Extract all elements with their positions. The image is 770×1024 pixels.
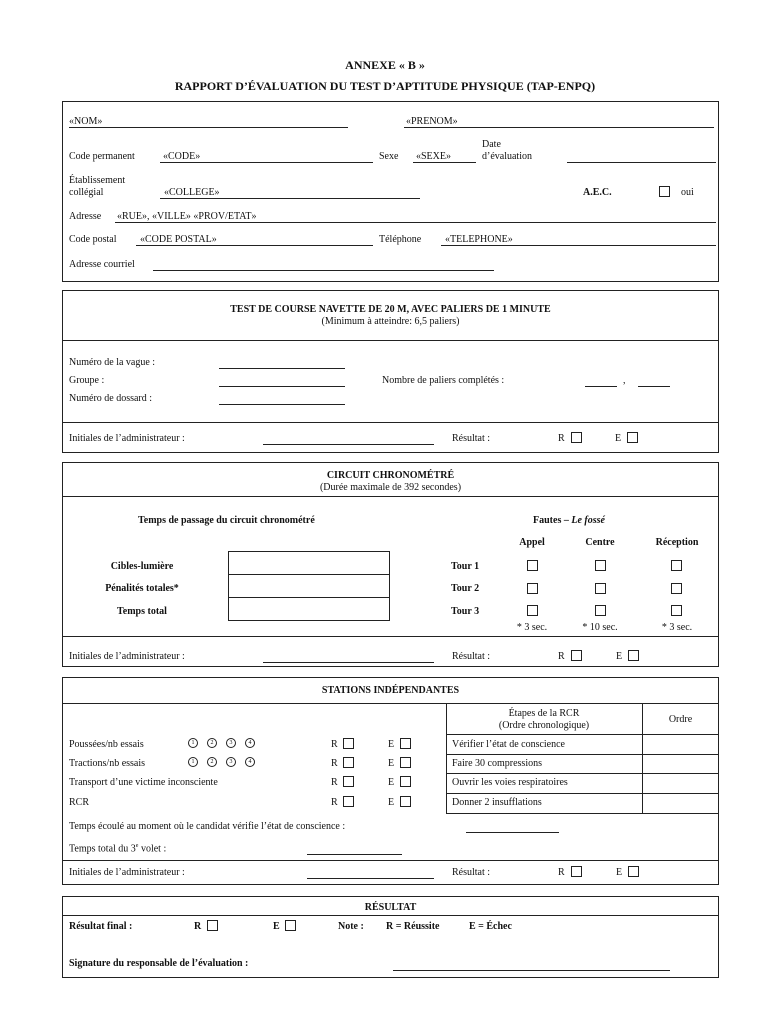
resultat-divider [62, 915, 719, 916]
attempt-1-icon[interactable]: 1 [188, 738, 198, 748]
poussees-r-checkbox[interactable] [343, 738, 354, 749]
stations-e-label: E [616, 867, 623, 878]
rcr-step-1: Vérifier l’état de conscience [452, 739, 565, 750]
vague-field[interactable] [219, 357, 345, 369]
prenom-field[interactable]: «PRENOM» [406, 116, 458, 127]
resultat-final-label: Résultat final : [69, 921, 133, 932]
paliers-field-1[interactable] [585, 375, 617, 387]
col-reception: Réception [655, 537, 699, 548]
poussees-e-label: E [388, 739, 395, 750]
courriel-field[interactable] [153, 258, 494, 271]
tractions-e-checkbox[interactable] [400, 757, 411, 768]
sexe-field[interactable]: «SEXE» [416, 151, 451, 162]
stations-resultat-label: Résultat : [452, 867, 491, 878]
circuit-e-label: E [616, 651, 623, 662]
navette-title: TEST DE COURSE NAVETTE DE 20 M, AVEC PALIERS DE 1 MINUTE [230, 304, 551, 315]
attempt-4-icon[interactable]: 4 [245, 738, 255, 748]
circuit-resultat-label: Résultat : [452, 651, 491, 662]
code-postal-line [136, 233, 373, 246]
navette-e-checkbox[interactable] [627, 432, 638, 443]
college-line [160, 186, 420, 199]
navette-r-checkbox[interactable] [571, 432, 582, 443]
annex-title: ANNEXE « B » [345, 58, 425, 72]
fautes-label: Fautes – [533, 515, 569, 526]
circuit-title: CIRCUIT CHRONOMÉTRÉ [326, 470, 455, 481]
etapes-sublabel: (Ordre chronologique) [498, 720, 590, 731]
circuit-subtitle: (Durée maximale de 392 secondes) [319, 482, 462, 493]
date-label-1: Date [482, 139, 501, 150]
note-label: Note : [338, 921, 364, 932]
telephone-label: Téléphone [379, 234, 422, 245]
rcr-e-label: E [388, 797, 395, 808]
code-field[interactable]: «CODE» [163, 151, 201, 162]
fautes-heading [533, 515, 605, 526]
navette-initiales-label: Initiales de l’administrateur : [69, 433, 185, 444]
etapes-label: Étapes de la RCR [508, 708, 580, 719]
attempt-3-icon[interactable]: 3 [226, 738, 236, 748]
dossard-label: Numéro de dossard : [69, 393, 153, 404]
fosse-label: Le fossé [571, 515, 605, 526]
tour1-appel-checkbox[interactable] [527, 560, 538, 571]
station-poussees: Poussées/nb essais [69, 739, 144, 750]
station-rcr: RCR [69, 797, 90, 808]
stations-e-checkbox[interactable] [628, 866, 639, 877]
row-penalites: Pénalités totales* [105, 583, 179, 594]
oui-label: oui [681, 187, 694, 198]
circuit-divider-1 [62, 496, 719, 497]
sexe-line [413, 150, 476, 163]
paliers-separator: , [623, 375, 626, 386]
tractions-r-checkbox[interactable] [343, 757, 354, 768]
station-transport: Transport d’une victime inconsciente [69, 777, 218, 788]
tour2-centre-checkbox[interactable] [595, 583, 606, 594]
nom-field[interactable]: «NOM» [69, 116, 103, 127]
circuit-initiales-label: Initiales de l’administrateur : [69, 651, 185, 662]
date-field[interactable] [567, 150, 716, 163]
penalites-input[interactable] [229, 575, 389, 597]
stations-title: STATIONS INDÉPENDANTES [321, 685, 460, 696]
groupe-label: Groupe : [69, 375, 105, 386]
poussees-attempts [188, 737, 264, 748]
col-appel: Appel [519, 537, 545, 548]
code-permanent-label: Code permanent [69, 151, 135, 162]
date-label-2: d’évaluation [482, 151, 532, 162]
temps-passage-label: Temps de passage du circuit chronométré [138, 515, 315, 526]
telephone-field[interactable]: «TELEPHONE» [445, 234, 513, 245]
temps-total-volet-field[interactable] [307, 843, 402, 855]
ordre-input-3[interactable] [643, 774, 718, 792]
temps-ecoule-label: Temps écoulé au moment où le candidat vérifie l’état de conscience : [69, 821, 346, 832]
attempt-2-icon[interactable]: 2 [207, 757, 217, 767]
paliers-label: Nombre de paliers complétés : [382, 375, 505, 386]
navette-divider-2 [62, 422, 719, 423]
row-temps-total: Temps total [117, 606, 167, 617]
nom-line [69, 115, 348, 128]
navette-r-label: R [558, 433, 565, 444]
code-line [160, 150, 373, 163]
telephone-line [441, 233, 716, 246]
note-echec: E = Échec [469, 921, 512, 932]
stations-initiales-label: Initiales de l’administrateur : [69, 867, 185, 878]
etab-label-1: Établissement [69, 175, 126, 186]
ordre-input-2[interactable] [643, 755, 718, 772]
temps-total-sup: e [135, 843, 139, 849]
tour3-reception-checkbox[interactable] [671, 605, 682, 616]
temps-total-prefix: Temps total du 3 [69, 843, 136, 855]
stations-r-checkbox[interactable] [571, 866, 582, 877]
code-postal-field[interactable]: «CODE POSTAL» [140, 234, 217, 245]
ordre-input-4[interactable] [643, 794, 718, 813]
aec-label: A.E.C. [583, 187, 612, 198]
ordre-input-1[interactable] [643, 735, 718, 753]
tour1-centre-checkbox[interactable] [595, 560, 606, 571]
signature-field[interactable] [393, 958, 670, 971]
dossard-field[interactable] [219, 393, 345, 405]
report-title: RAPPORT D’ÉVALUATION DU TEST D’APTITUDE PHYSIQUE (TAP-ENPQ) [174, 79, 596, 93]
attempt-4-icon[interactable]: 4 [245, 757, 255, 767]
transport-e-checkbox[interactable] [400, 776, 411, 787]
tour-2-label: Tour 2 [451, 583, 480, 594]
navette-subtitle: (Minimum à atteindre: 6,5 paliers) [321, 316, 460, 327]
tour3-centre-checkbox[interactable] [595, 605, 606, 616]
rcr-r-checkbox[interactable] [343, 796, 354, 807]
tour2-reception-checkbox[interactable] [671, 583, 682, 594]
stations-divider-2 [62, 860, 719, 861]
temps-total-volet-label [69, 843, 166, 854]
final-e-label: E [273, 921, 280, 932]
adresse-line [115, 210, 716, 223]
row-cibles: Cibles-lumière [110, 561, 174, 572]
stations-initiales-field[interactable] [307, 867, 434, 879]
transport-e-label: E [388, 777, 395, 788]
col-centre: Centre [585, 537, 615, 548]
vague-label: Numéro de la vague : [69, 357, 156, 368]
tour-1-label: Tour 1 [451, 561, 480, 572]
code-postal-label: Code postal [69, 234, 117, 245]
rcr-step-2: Faire 30 compressions [452, 758, 542, 769]
circuit-r-label: R [558, 651, 565, 662]
rcr-step-4: Donner 2 insufflations [452, 797, 542, 808]
circuit-divider-2 [62, 636, 719, 637]
tractions-e-label: E [388, 758, 395, 769]
college-field[interactable]: «COLLEGE» [164, 187, 220, 198]
circuit-e-checkbox[interactable] [628, 650, 639, 661]
signature-label: Signature du responsable de l’évaluation : [69, 958, 249, 969]
attempt-1-icon[interactable]: 1 [188, 757, 198, 767]
transport-r-checkbox[interactable] [343, 776, 354, 787]
final-e-checkbox[interactable] [285, 920, 296, 931]
paliers-field-2[interactable] [638, 375, 670, 387]
circuit-initiales-field[interactable] [263, 651, 434, 663]
circuit-r-checkbox[interactable] [571, 650, 582, 661]
aec-checkbox[interactable] [659, 186, 670, 197]
courriel-label: Adresse courriel [69, 259, 135, 270]
adresse-label: Adresse [69, 211, 102, 222]
etab-label-2: collégial [69, 187, 104, 198]
navette-e-label: E [615, 433, 622, 444]
poussees-e-checkbox[interactable] [400, 738, 411, 749]
attempt-2-icon[interactable]: 2 [207, 738, 217, 748]
rcr-e-checkbox[interactable] [400, 796, 411, 807]
final-r-label: R [194, 921, 202, 932]
penalty-reception: * 3 sec. [661, 622, 693, 633]
temps-ecoule-field[interactable] [466, 821, 559, 833]
final-r-checkbox[interactable] [207, 920, 218, 931]
stations-r-label: R [558, 867, 565, 878]
temps-total-input[interactable] [229, 598, 389, 620]
rcr-step-3: Ouvrir les voies respiratoires [452, 777, 568, 788]
transport-r-label: R [331, 777, 338, 788]
temps-total-suffix: volet : [138, 843, 167, 855]
adresse-field[interactable]: «RUE», «VILLE» «PROV/ETAT» [117, 211, 257, 222]
tour3-appel-checkbox[interactable] [527, 605, 538, 616]
ordre-label: Ordre [668, 714, 693, 725]
navette-divider-1 [62, 340, 719, 341]
tour1-reception-checkbox[interactable] [671, 560, 682, 571]
penalty-appel: * 3 sec. [516, 622, 548, 633]
rcr-r-label: R [331, 797, 338, 808]
resultat-title: RÉSULTAT [364, 902, 417, 913]
station-tractions: Tractions/nb essais [69, 758, 146, 769]
tractions-r-label: R [331, 758, 338, 769]
groupe-field[interactable] [219, 375, 345, 387]
note-reussite: R = Réussite [386, 921, 440, 932]
navette-resultat-label: Résultat : [452, 433, 491, 444]
tour2-appel-checkbox[interactable] [527, 583, 538, 594]
poussees-r-label: R [331, 739, 338, 750]
tractions-attempts [188, 756, 264, 767]
penalty-centre: * 10 sec. [582, 622, 618, 633]
prenom-line [404, 115, 714, 128]
cibles-input[interactable] [229, 552, 389, 574]
tour-3-label: Tour 3 [451, 606, 480, 617]
sexe-label: Sexe [379, 151, 399, 162]
attempt-3-icon[interactable]: 3 [226, 757, 236, 767]
navette-initiales-field[interactable] [263, 433, 434, 445]
